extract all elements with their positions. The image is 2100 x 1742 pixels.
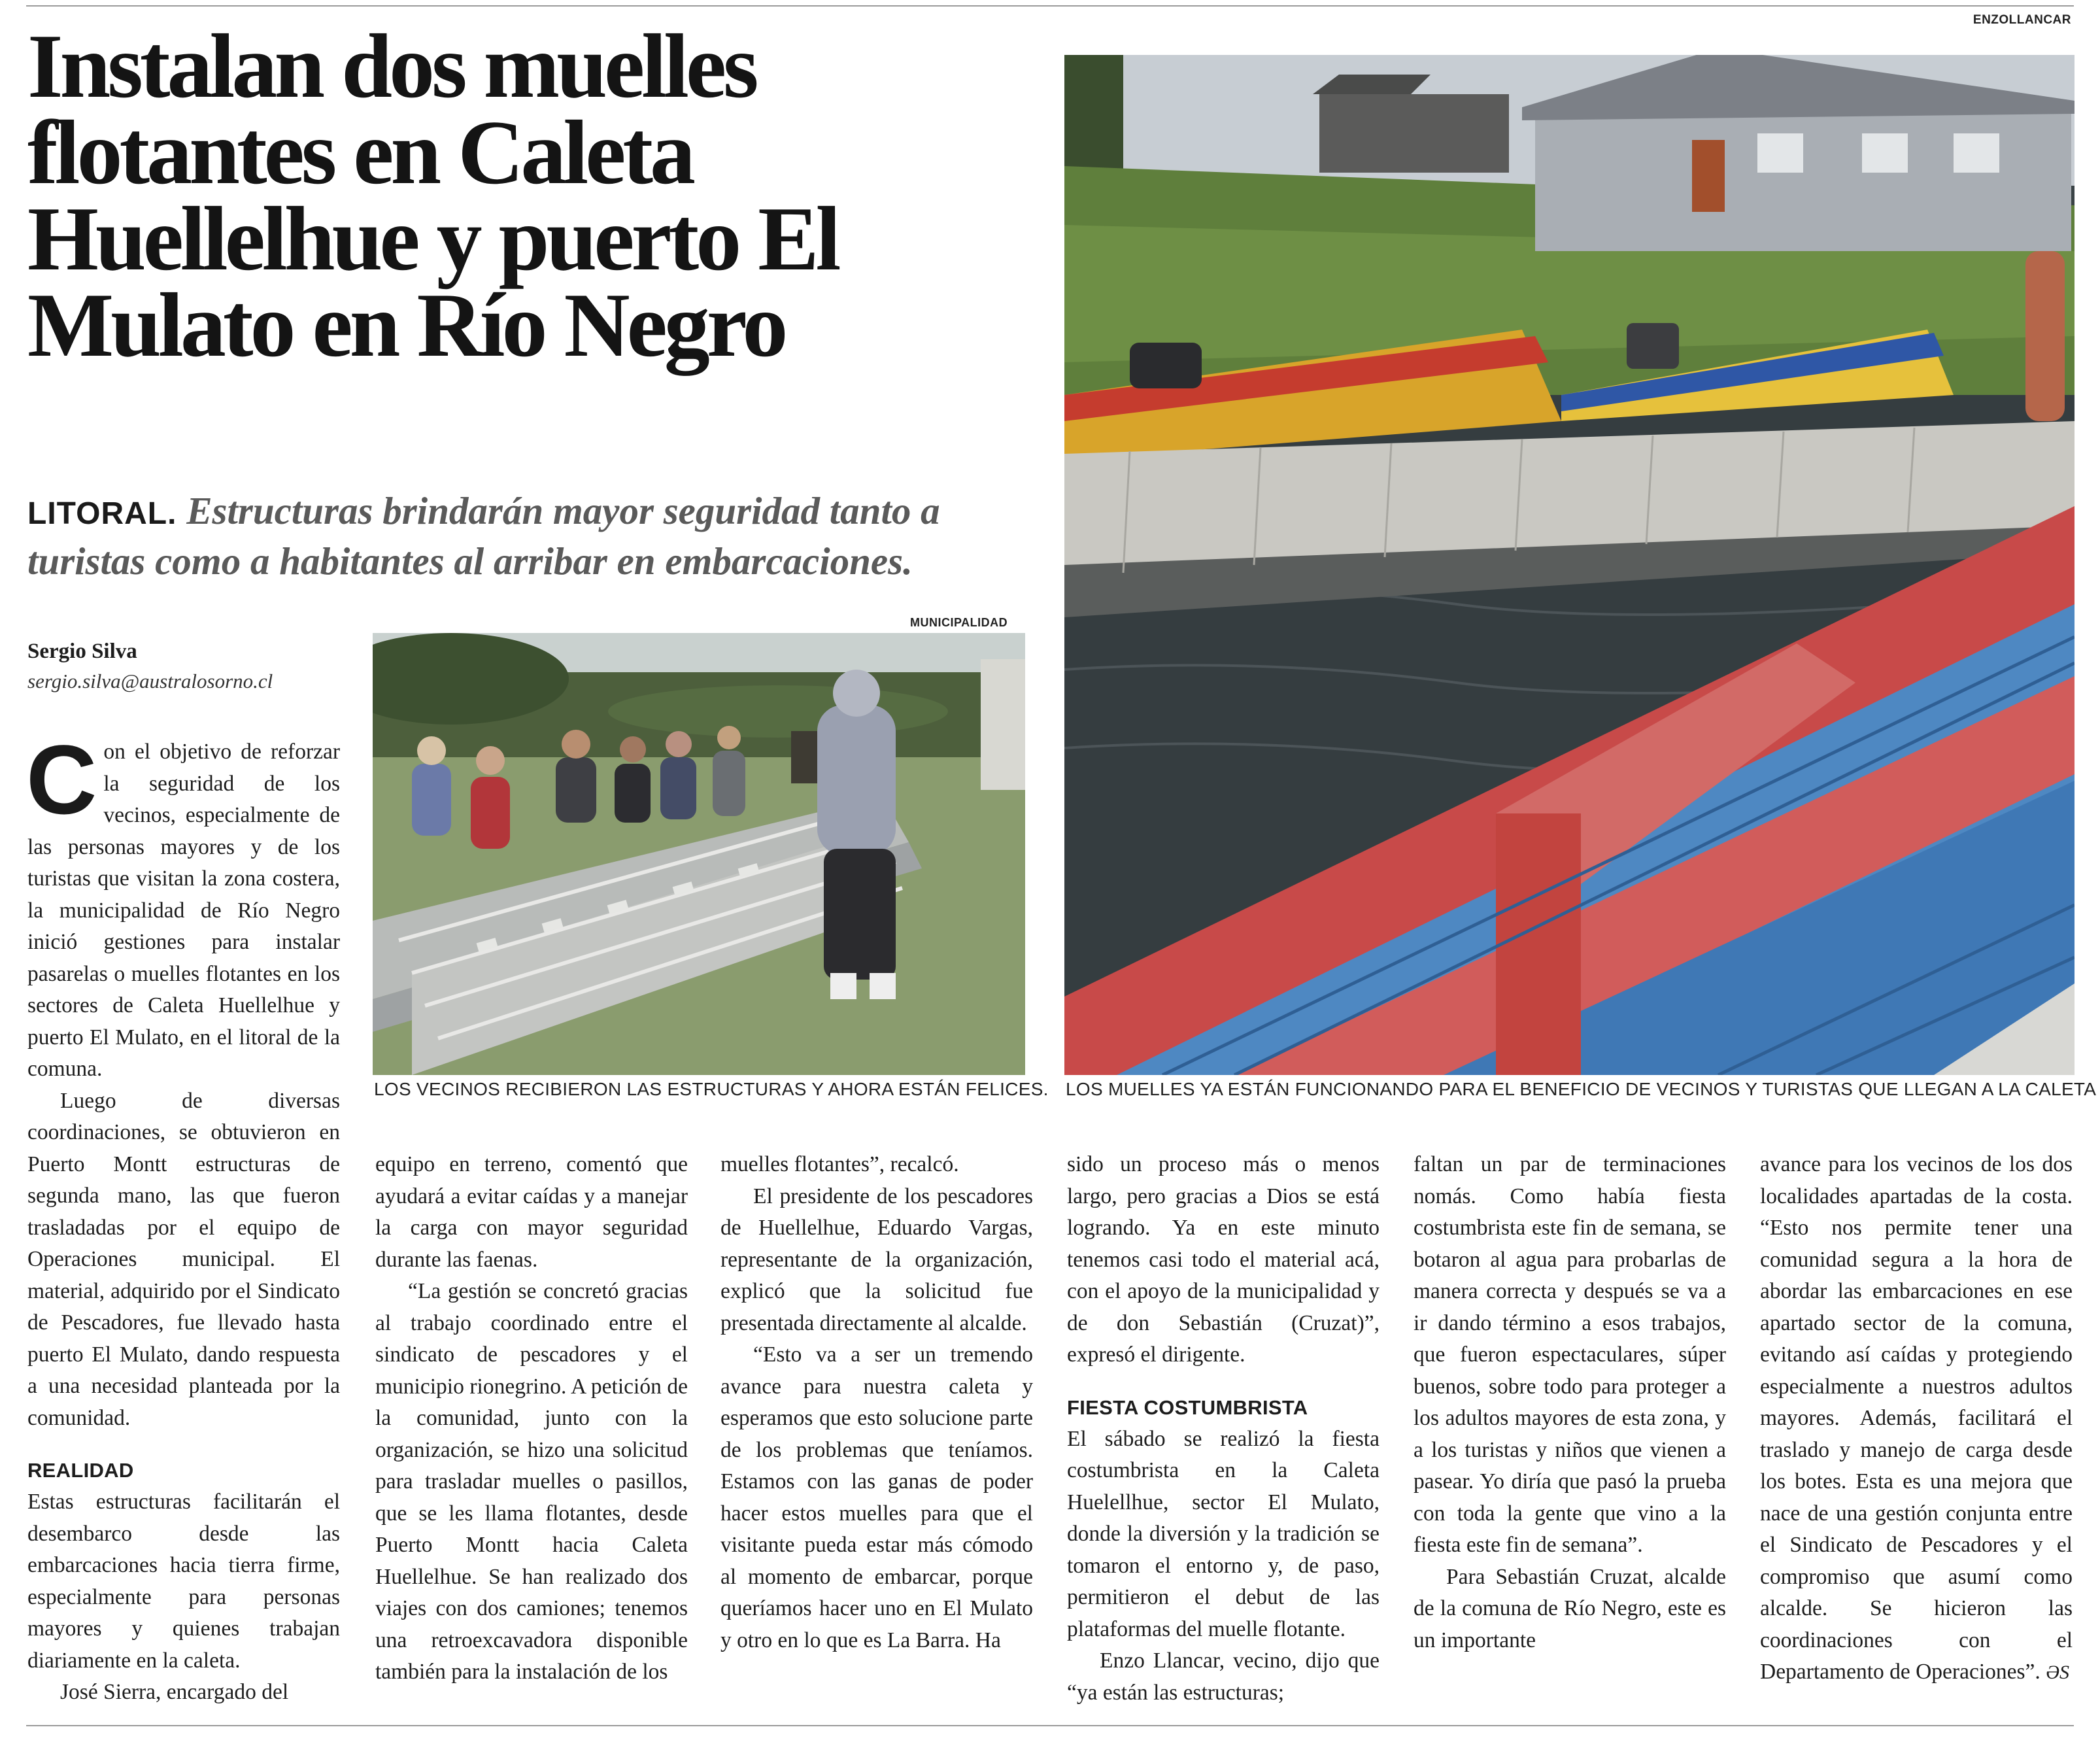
column-2 — [375, 1149, 688, 1688]
top-rule — [26, 5, 2074, 7]
column-3 — [720, 1149, 1033, 1656]
paragraph: Estas estructuras facilitarán el desembarco desde las embarcaciones hacia tierra firme, especialmente para personas mayores y quienes trabajan diariamente en la caleta. — [27, 1490, 340, 1673]
photo-floating-dock-boats — [1064, 55, 2075, 1075]
paragraph — [1760, 1149, 2073, 1689]
bottom-rule — [26, 1725, 2074, 1726]
paragraph: Enzo Llancar, vecino, dijo que “ya están las estructuras; — [1067, 1648, 1380, 1705]
photo-small-caption: LOS VECINOS RECIBIERON LAS ESTRUCTURAS Y AHORA ESTÁN FELICES. — [374, 1079, 1049, 1099]
paragraph: “Esto va a ser un tremendo avance para nuestra caleta y esperamos que esto solucione parte de los problemas que teníamos. Estamos con las ganas de poder hacer estos muelles para que el visitante pueda estar más cómodo al momento de embarcar, porque queríamos hacer uno en El Mulato y otro en lo que es La Barra. Ha — [720, 1342, 1033, 1652]
photo-villagers-structures — [373, 633, 1025, 1075]
page-photo-credit: ENZOLLANCAR — [1973, 13, 2071, 27]
paragraph: muelles flotantes”, recalcó. — [720, 1152, 959, 1176]
photo-large-caption: LOS MUELLES YA ESTÁN FUNCIONANDO PARA EL BENEFICIO DE VECINOS Y TURISTAS QUE LLEGAN A LA CALETA — [1066, 1079, 2097, 1099]
paragraph — [26, 725, 340, 1085]
headline: Instalan dos muelles flotantes en Caleta Huellelhue y puerto El Mulato en Río Negro — [27, 16, 838, 376]
deck-text: Estructuras brindarán mayor seguridad tanto a turistas como a habitantes al arribar en embarcaciones. — [27, 489, 940, 583]
paragraph: El presidente de los pescadores de Huellelhue, Eduardo Vargas, representante de la organización, explicó que la solicitud fue presentada directamente al alcalde. — [720, 1184, 1033, 1335]
end-mark: ƏS — [2046, 1662, 2070, 1683]
paragraph: Para Sebastián Cruzat, alcalde de la comuna de Río Negro, este es un importante — [1414, 1564, 1726, 1652]
byline-name: Sergio Silva — [27, 640, 137, 663]
paragraph: sido un proceso más o menos largo, pero gracias a Dios se está logrando. Ya en este minuto tenemos casi todo el material acá, con el apoyo de la municipalidad y de don Sebastián (Cruzat)”, expresó el dirigente. — [1067, 1152, 1380, 1367]
subhead-fiesta-costumbrista: FIESTA COSTUMBRISTA — [1067, 1395, 1308, 1419]
photo-small-credit: MUNICIPALIDAD — [910, 616, 1008, 629]
paragraph: faltan un par de terminaciones nomás. Como había fiesta costumbrista este fin de semana, se botaron al agua para probarlas de manera correcta y después se va a ir dando término a esos trabajos, que fueron espectaculares, súper buenos, sobre todo para proteger a los adultos mayores de esta zona, y a los turistas y niños que vienen a pasear. Yo diría que pasó la prueba con toda la gente que vino a la fiesta este fin de semana”. — [1414, 1152, 1726, 1557]
paragraph: José Sierra, encargado del — [60, 1680, 289, 1704]
paragraph-text: on el objetivo de reforzar la seguridad de los vecinos, especialmente de las personas mayores y de los turistas que visitan la zona costera, la municipalidad de Río Negro inició gestiones para instalar pasarelas o muelles flotantes en los sectores de Caleta Huellelhue y puerto El Mulato, en el litoral de la comuna. — [27, 740, 340, 1081]
byline-email: sergio.silva@australosorno.cl — [27, 670, 273, 692]
paragraph: equipo en terreno, comentó que ayudará a evitar caídas y a manejar la carga con mayor seguridad durante las faenas. — [375, 1152, 688, 1272]
column-1 — [26, 725, 340, 1709]
deck — [27, 487, 1047, 585]
paragraph: Luego de diversas coordinaciones, se obtuvieron en Puerto Montt estructuras de segunda mano, las que fueron trasladadas por el equipo de Operaciones municipal. El material, adquirido por el Sindicato de Pescadores, fue llevado hasta puerto El Mulato, dando respuesta a una necesidad planteada por la comunidad. — [27, 1088, 340, 1430]
column-5 — [1414, 1149, 1726, 1656]
deck-kicker: LITORAL. — [27, 496, 177, 531]
paragraph-text: avance para los vecinos de los dos localidades apartadas de la costa. “Esto nos permite tener una comunidad segura a la hora de abordar las embarcaciones en ese apartado sector de la comuna, evitando así caídas y protegiendo especialmente a nuestros adultos mayores. Además, facilitará el traslado y manejo de carga desde los botes. Esta es una mejora que nace de una gestión conjunta entre el Sindicato de Pescadores y el compromiso que asumí como alcalde. Se hicieron las coordinaciones con el Departamento de Operaciones”. — [1760, 1152, 2073, 1684]
subhead-realidad: REALIDAD — [27, 1459, 134, 1482]
paragraph: El sábado se realizó la fiesta costumbrista en la Caleta Huelellhue, sector El Mulato, donde la diversión y la tradición se tomaron el entorno y, de paso, permitieron el debut de las plataformas del muelle flotante. — [1067, 1426, 1380, 1641]
dropcap: C — [26, 725, 97, 834]
column-6 — [1760, 1149, 2073, 1689]
paragraph: “La gestión se concretó gracias al trabajo coordinado entre el sindicato de pescadores y el municipio rionegrino. A petición de la comunidad, junto con la organización, se hizo una solicitud para trasladar muelles o pasillos, que se les llama flotantes, desde Puerto Montt hacia Caleta Huellelhue. Se han realizado dos viajes con dos camiones; tenemos una retroexcavadora disponible también para la instalación de los — [375, 1279, 688, 1684]
column-4 — [1067, 1149, 1380, 1709]
